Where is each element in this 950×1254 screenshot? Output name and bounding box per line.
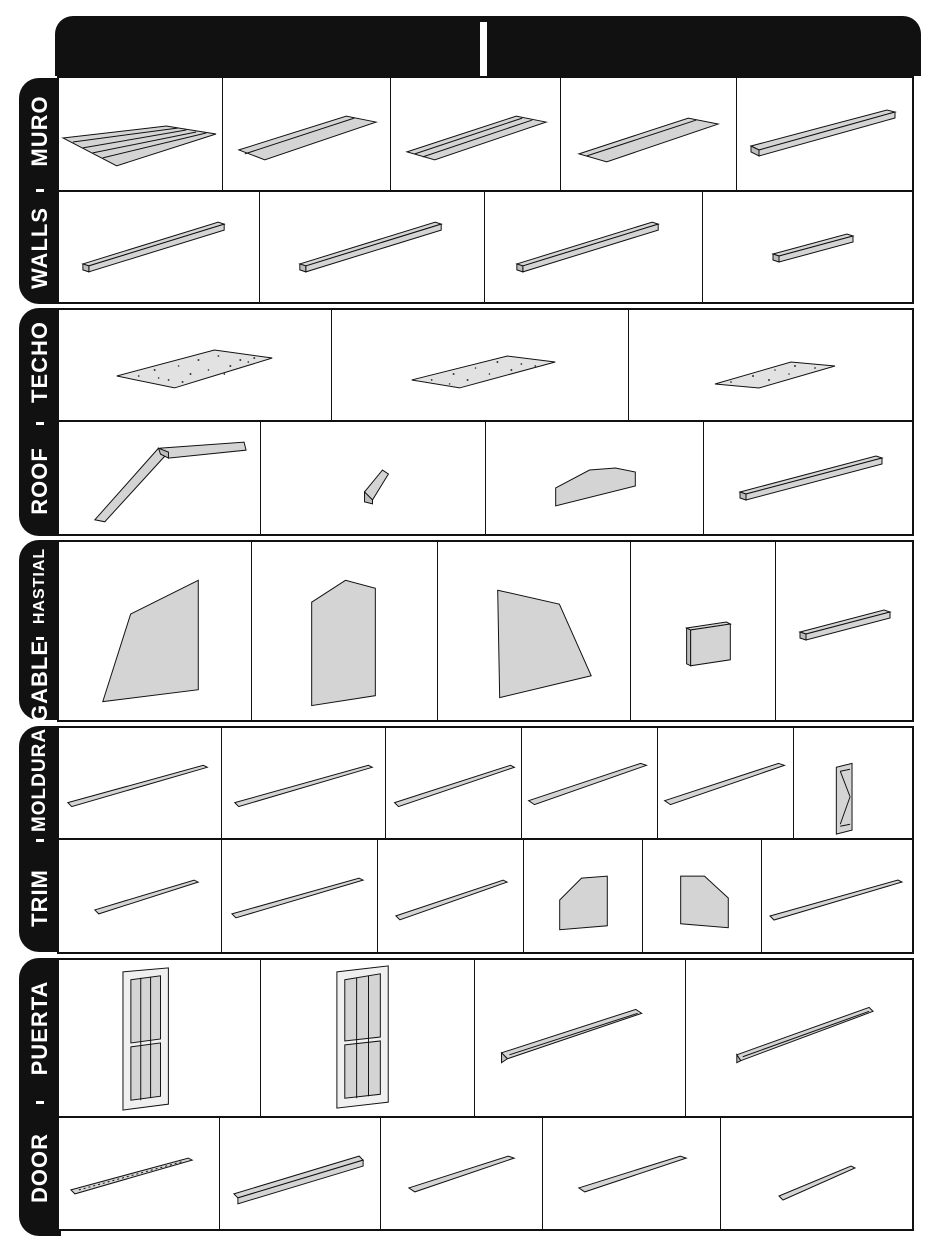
part-trim-6 xyxy=(59,840,222,954)
part-trim-7 xyxy=(222,840,378,954)
part-door-strip xyxy=(59,1118,220,1231)
label-separator xyxy=(36,422,44,425)
trim-label-en: TRIM xyxy=(27,869,52,927)
gable-label-en: GABLE xyxy=(27,640,52,722)
part-gable-panel-right xyxy=(438,542,631,720)
header-divider xyxy=(480,22,487,76)
gable-section-tab xyxy=(19,540,61,720)
part-door-left xyxy=(59,960,261,1116)
label-separator xyxy=(36,839,44,842)
door-row-1 xyxy=(59,960,912,1118)
part-trim-3 xyxy=(386,728,522,838)
label-separator xyxy=(36,189,44,192)
part-door-trim-2 xyxy=(543,1118,721,1231)
part-door-right xyxy=(261,960,475,1116)
part-wall-panel-3 xyxy=(561,78,737,190)
gable-row xyxy=(59,542,912,720)
part-trim-2 xyxy=(222,728,386,838)
door-parts-grid xyxy=(57,958,914,1231)
part-roof-panel-2 xyxy=(332,310,629,420)
gable-parts-grid xyxy=(57,540,914,722)
part-gable-block xyxy=(631,542,776,720)
part-trim-gusset-left xyxy=(524,840,643,954)
roof-parts-grid xyxy=(57,308,914,536)
part-wall-stud-3 xyxy=(485,192,703,304)
trim-row-2 xyxy=(59,840,912,954)
part-roof-rail xyxy=(704,422,914,536)
part-roof-truss xyxy=(59,422,261,536)
part-door-trim-3 xyxy=(721,1118,914,1231)
part-gable-panel-left xyxy=(59,542,252,720)
part-wall-panel-wide xyxy=(59,78,223,190)
part-trim-1 xyxy=(59,728,222,838)
part-wall-stud-2 xyxy=(260,192,485,304)
walls-label-es: MURO xyxy=(27,94,52,167)
part-door-trim-1 xyxy=(381,1118,543,1231)
roof-label-es: TECHO xyxy=(27,321,52,403)
walls-row-1 xyxy=(59,78,912,192)
part-trim-9 xyxy=(762,840,914,954)
roof-label-en: ROOF xyxy=(27,447,52,515)
label-separator xyxy=(36,1101,44,1104)
part-wall-stud-1 xyxy=(59,192,260,304)
part-door-channel-2 xyxy=(686,960,914,1116)
trim-row-1 xyxy=(59,728,912,840)
part-trim-8 xyxy=(378,840,524,954)
part-gable-panel-center xyxy=(252,542,438,720)
part-door-channel-1 xyxy=(475,960,686,1116)
roof-row-2 xyxy=(59,422,912,536)
part-door-frame-small xyxy=(794,728,914,838)
walls-label-en: WALLS xyxy=(27,207,52,289)
walls-section-tab xyxy=(19,78,61,304)
part-wall-stud-short xyxy=(703,192,914,304)
gable-label-es: HASTIAL xyxy=(31,547,48,625)
door-row-2 xyxy=(59,1118,912,1231)
trim-parts-grid xyxy=(57,726,914,954)
trim-label-es: MOLDURA xyxy=(29,727,50,833)
part-roof-panel-3 xyxy=(629,310,914,420)
part-roof-panel-1 xyxy=(59,310,332,420)
door-label-en: DOOR xyxy=(27,1133,52,1203)
roof-section-tab xyxy=(19,308,61,536)
part-door-rail xyxy=(220,1118,381,1231)
part-trim-4 xyxy=(522,728,658,838)
roof-row-1 xyxy=(59,310,912,422)
door-label-es: PUERTA xyxy=(27,980,52,1076)
part-trim-5 xyxy=(658,728,794,838)
part-roof-block xyxy=(261,422,486,536)
part-wall-beam xyxy=(737,78,914,190)
walls-parts-grid xyxy=(57,76,914,304)
part-trim-gusset-right xyxy=(643,840,762,954)
trim-section-tab xyxy=(19,726,61,952)
part-wall-panel-2 xyxy=(391,78,561,190)
part-wall-panel-1 xyxy=(223,78,391,190)
part-roof-gusset xyxy=(486,422,704,536)
door-section-tab xyxy=(19,958,61,1236)
walls-row-2 xyxy=(59,192,912,304)
part-gable-rail xyxy=(776,542,914,720)
header-bar xyxy=(55,16,921,76)
